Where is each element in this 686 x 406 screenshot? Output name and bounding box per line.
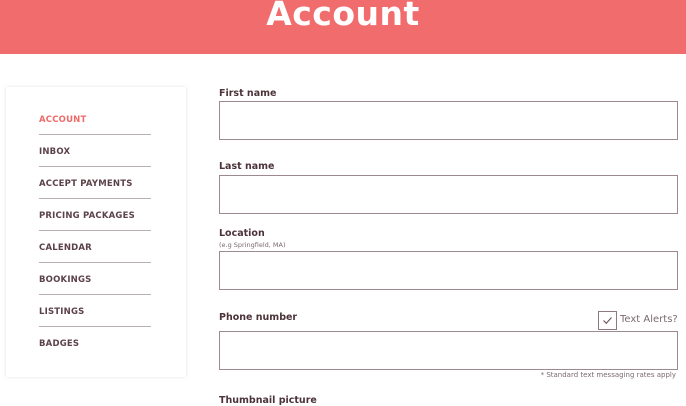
sidebar-item-accept-payments[interactable]: ACCEPT PAYMENTS	[39, 179, 133, 189]
sidebar-item-badges[interactable]: BADGES	[39, 339, 80, 349]
thumbnail-label: Thumbnail picture	[219, 395, 317, 406]
first-name-label: First name	[219, 88, 277, 99]
phone-input[interactable]	[219, 331, 678, 370]
phone-label: Phone number	[219, 312, 298, 323]
sidebar-item-bookings[interactable]: BOOKINGS	[39, 275, 92, 285]
sidebar-item-listings[interactable]: LISTINGS	[39, 307, 85, 317]
text-alerts-label: Text Alerts?	[620, 314, 678, 325]
last-name-label: Last name	[219, 161, 275, 172]
first-name-input[interactable]	[219, 101, 678, 140]
divider	[39, 198, 151, 199]
location-hint: (e.g Springfield, MA)	[219, 241, 286, 249]
last-name-input[interactable]	[219, 175, 678, 214]
divider	[39, 134, 151, 135]
sidebar-item-account[interactable]: ACCOUNT	[39, 115, 87, 125]
text-alerts-checkbox[interactable]	[598, 311, 617, 330]
sidebar-item-pricing-packages[interactable]: PRICING PACKAGES	[39, 211, 135, 221]
page-title: Account	[266, 0, 420, 33]
divider	[39, 166, 151, 167]
page-header	[0, 0, 686, 54]
check-icon	[602, 315, 613, 326]
sidebar-item-calendar[interactable]: CALENDAR	[39, 243, 92, 253]
location-label: Location	[219, 228, 265, 239]
divider	[39, 230, 151, 231]
location-input[interactable]	[219, 251, 678, 290]
sidebar-item-inbox[interactable]: INBOX	[39, 147, 71, 157]
divider	[39, 262, 151, 263]
sms-rates-note: * Standard text messaging rates apply	[540, 371, 676, 379]
divider	[39, 294, 151, 295]
divider	[39, 326, 151, 327]
sidebar-nav	[6, 87, 186, 377]
